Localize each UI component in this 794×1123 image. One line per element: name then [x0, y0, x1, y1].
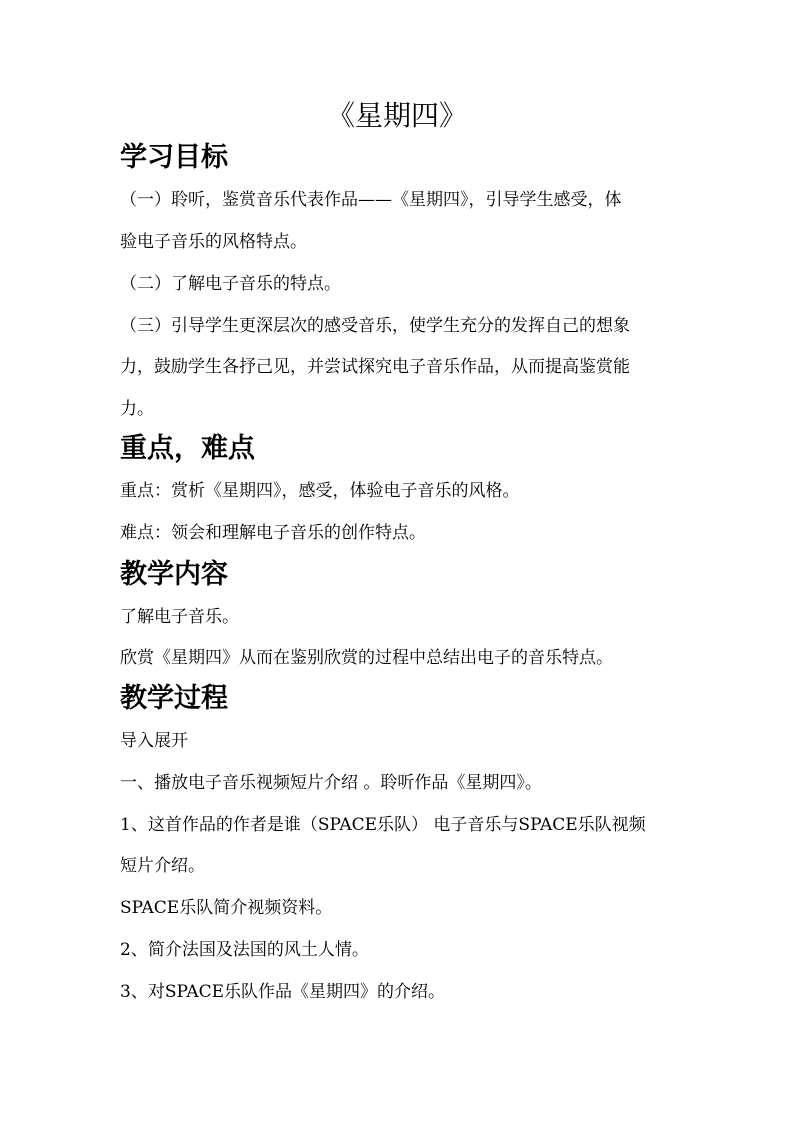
process-line-4: 短片介绍。 — [120, 856, 205, 876]
process-line-1: 导入展开 — [120, 731, 188, 751]
goals-line-2: 验电子音乐的风格特点。 — [120, 232, 307, 252]
content-line-2: 欣赏《星期四》从而在鉴别欣赏的过程中总结出电子的音乐特点。 — [120, 648, 613, 668]
section-heading-key-points: 重点，难点 — [120, 433, 255, 464]
key-points-line-2: 难点：领会和理解电子音乐的创作特点。 — [120, 523, 426, 543]
section-heading-process: 教学过程 — [120, 683, 228, 714]
process-line-5: SPACE乐队简介视频资料。 — [120, 898, 333, 918]
key-points-line-1: 重点：赏析《星期四》，感受，体验电子音乐的风格。 — [120, 481, 520, 501]
document-title: 《星期四》 — [326, 99, 467, 132]
goals-line-1: （一）聆听，鉴赏音乐代表作品——《星期四》，引导学生感受，体 — [120, 190, 622, 210]
process-line-3: 1、这首作品的作者是谁（SPACE乐队） 电子音乐与SPACE乐队视频 — [120, 815, 646, 835]
section-heading-content: 教学内容 — [120, 559, 228, 590]
section-heading-goals: 学习目标 — [120, 142, 228, 173]
goals-line-5: 力，鼓励学生各抒己见，并尝试探究电子音乐作品，从而提高鉴赏能 — [120, 357, 630, 377]
goals-line-4: （三）引导学生更深层次的感受音乐，使学生充分的发挥自己的想象 — [120, 316, 630, 336]
process-line-7: 3、对SPACE乐队作品《星期四》的介绍。 — [120, 982, 446, 1002]
process-line-2: 一、播放电子音乐视频短片介绍 。聆听作品《星期四》。 — [120, 773, 542, 793]
process-line-6: 2、简介法国及法国的风土人情。 — [120, 940, 369, 960]
goals-line-6: 力。 — [120, 399, 154, 419]
goals-line-3: （二）了解电子音乐的特点。 — [120, 274, 341, 294]
content-line-1: 了解电子音乐。 — [120, 607, 239, 627]
